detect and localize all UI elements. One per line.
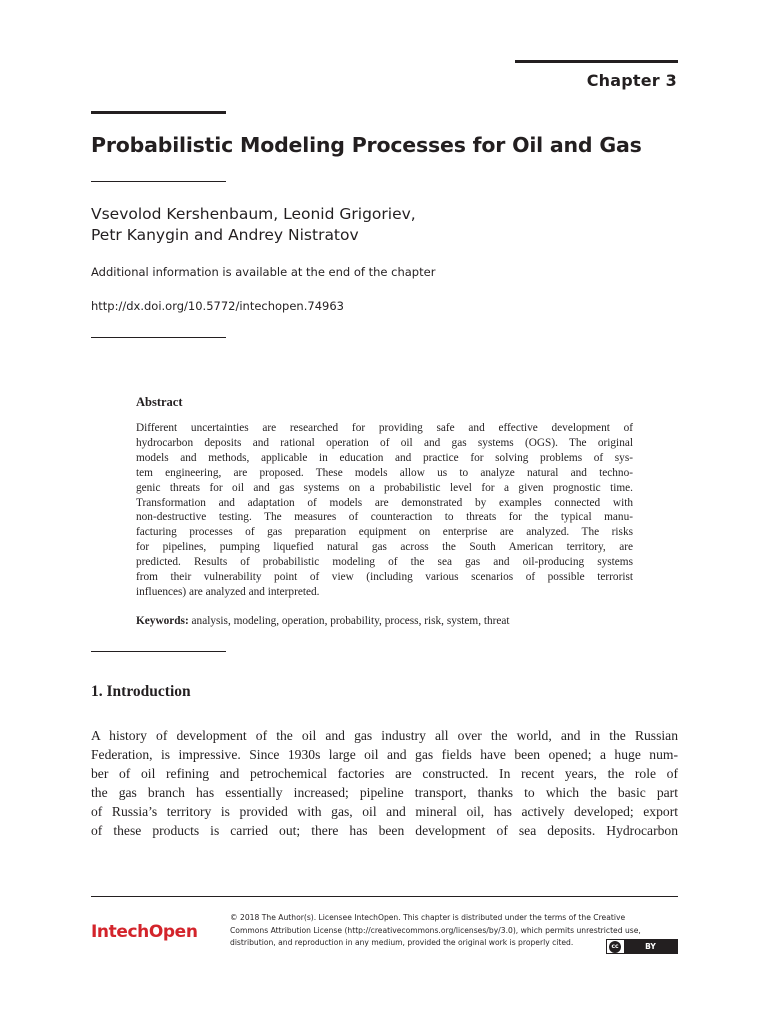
abstract-line: Different uncertainties are researched for providing safe and effective development of <box>136 422 633 434</box>
authors-line-2: Petr Kanygin and Andrey Nistratov <box>91 226 359 244</box>
intro-line: Federation, is impressive. Since 1930s large oil and gas fields have been opened; a huge num- <box>91 747 678 762</box>
keywords-list: analysis, modeling, operation, probability, process, risk, system, threat <box>188 615 510 627</box>
doi-bottom-rule <box>91 337 226 338</box>
intro-line: of these products is carried out; there has been development of sea deposits. Hydrocarbon <box>91 823 678 838</box>
author-list <box>91 204 591 246</box>
additional-info-note: Additional information is available at the end of the chapter <box>91 265 436 279</box>
abstract-line: Transformation and adaptation of models are demonstrated by examples connected with <box>136 496 633 509</box>
cc-by-badge <box>606 939 678 954</box>
license-line: © 2018 The Author(s). Licensee IntechOpen. This chapter is distributed under the terms of the Creative <box>230 913 626 922</box>
abstract-line: facturing processes of gas preparation equipment on enterprise are analyzed. The risks <box>136 526 633 539</box>
cc-by-label: BY <box>624 940 677 953</box>
doi-link[interactable]: http://dx.doi.org/10.5772/intechopen.74963 <box>91 299 344 313</box>
intro-line: of Russia’s territory is provided with gas, oil and mineral oil, has actively developed; export <box>91 804 678 819</box>
creative-commons-icon: cc <box>609 941 621 953</box>
abstract-line: models and methods, applicable in education and practice for solving problems of sys- <box>136 451 633 464</box>
section-heading-introduction: 1. Introduction <box>91 683 191 700</box>
abstract-line: genic threats for oil and gas systems on a probabilistic level for a given prognostic time. <box>136 481 633 494</box>
intro-line: A history of development of the oil and gas industry all over the world, and in the Russian <box>91 728 678 743</box>
keywords-label: Keywords: <box>136 615 189 627</box>
paper-title: Probabilistic Modeling Processes for Oil and Gas <box>91 133 642 157</box>
title-bottom-rule <box>91 181 226 182</box>
abstract-line: influences) are analyzed and interpreted. <box>136 585 320 598</box>
license-line: distribution, and reproduction in any medium, provided the original work is properly cited. <box>230 938 574 947</box>
authors-line-1: Vsevolod Kershenbaum, Leonid Grigoriev, <box>91 205 416 223</box>
chapter-label: Chapter 3 <box>586 71 677 90</box>
keywords <box>136 615 633 627</box>
footer-rule <box>91 896 678 897</box>
license-line: Commons Attribution License (http://creativecommons.org/licenses/by/3.0), which permits unrestricted use, <box>230 925 641 935</box>
top-right-rule <box>515 60 678 63</box>
abstract-line: hydrocarbon deposits and rational operation of oil and gas systems (OGS). The original <box>136 436 633 449</box>
abstract-heading: Abstract <box>136 395 183 409</box>
title-top-rule <box>91 111 226 114</box>
introduction-body <box>91 726 678 840</box>
intechopen-logo: IntechOpen <box>91 922 198 942</box>
intro-line: ber of oil refining and petrochemical factories are constructed. In recent years, the role of <box>91 766 678 781</box>
abstract-line: for pipelines, pumping liquefied natural gas across the South American territory, are <box>136 541 633 554</box>
abstract-line: from their vulnerability point of view (including various scenarios of possible terrorist <box>136 571 633 584</box>
intro-line: the gas branch has essentially increased; pipeline transport, thanks to which the basic part <box>91 785 678 800</box>
abstract-line: tem engineering, are proposed. These models allow us to analyze natural and techno- <box>136 466 633 479</box>
abstract-body <box>136 421 633 600</box>
abstract-line: non-destructive testing. The measures of counteraction to threats for the typical manu- <box>136 511 633 524</box>
abstract-line: predicted. Results of probabilistic modeling of the sea gas and oil-producing systems <box>136 556 633 569</box>
keywords-bottom-rule <box>91 651 226 652</box>
